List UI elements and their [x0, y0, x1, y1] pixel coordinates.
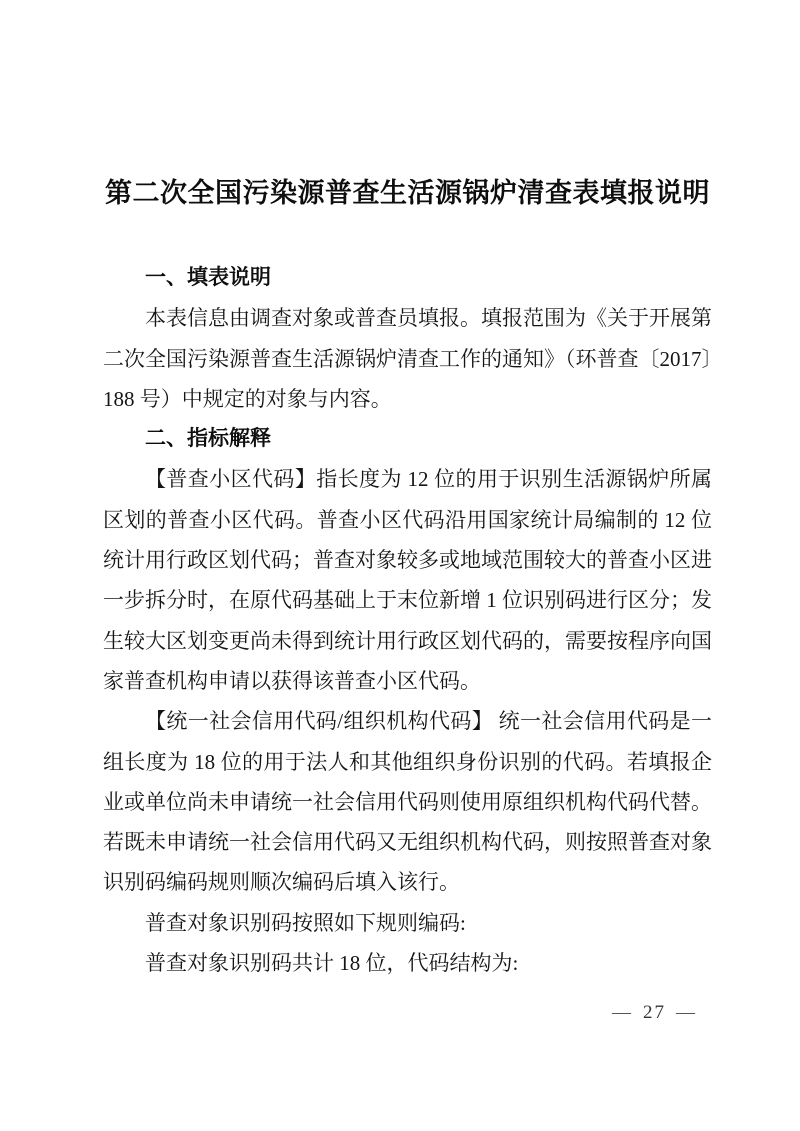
section-heading-1: 一、填表说明	[145, 266, 271, 289]
body-paragraph: 【普查小区代码】指长度为 12 位的用于识别生活源锅炉所属区划的普查小区代码。普查小区代码沿用国家统计局编制的 12 位统计用行政区划代码；普查对象较多或地域范围较大的普查小区进一步拆分时，在原代码基础上于末位新增 1 位识别码进行区分；发生较大区划变更尚未得到统计用行政区划代码的，需要按程序向国家普查机构申请以获得该普查小区代码。	[103, 467, 712, 693]
page-footer	[612, 1000, 697, 1026]
section-heading-2: 二、指标解释	[145, 427, 271, 451]
body-paragraph: 普查对象识别码共计 18 位，代码结构为:	[145, 951, 519, 976]
body-paragraph: 【统一社会信用代码/组织机构代码】 统一社会信用代码是一组长度为 18 位的用于法人和其他组织身份识别的代码。若填报企业或单位尚未申请统一社会信用代码则使用原组织机构代码代替。若既未申请统一社会信用代码又无组织机构代码，则按照普查对象识别码编码规则顺次编码后填入该行。	[103, 709, 712, 895]
body-paragraph: 普查对象识别码按照如下规则编码:	[145, 910, 466, 935]
document-body	[103, 258, 712, 983]
body-paragraph: 本表信息由调查对象或普查员填报。填报范围为《关于开展第二次全国污染源普查生活源锅炉清查工作的通知》（环普查〔2017〕188 号）中规定的对象与内容。	[103, 306, 712, 411]
document-title: 第二次全国污染源普查生活源锅炉清查表填报说明	[105, 178, 710, 208]
page-number: 27	[643, 1002, 666, 1023]
footer-dash-left: —	[612, 1002, 633, 1023]
footer-dash-right: —	[676, 1002, 697, 1023]
